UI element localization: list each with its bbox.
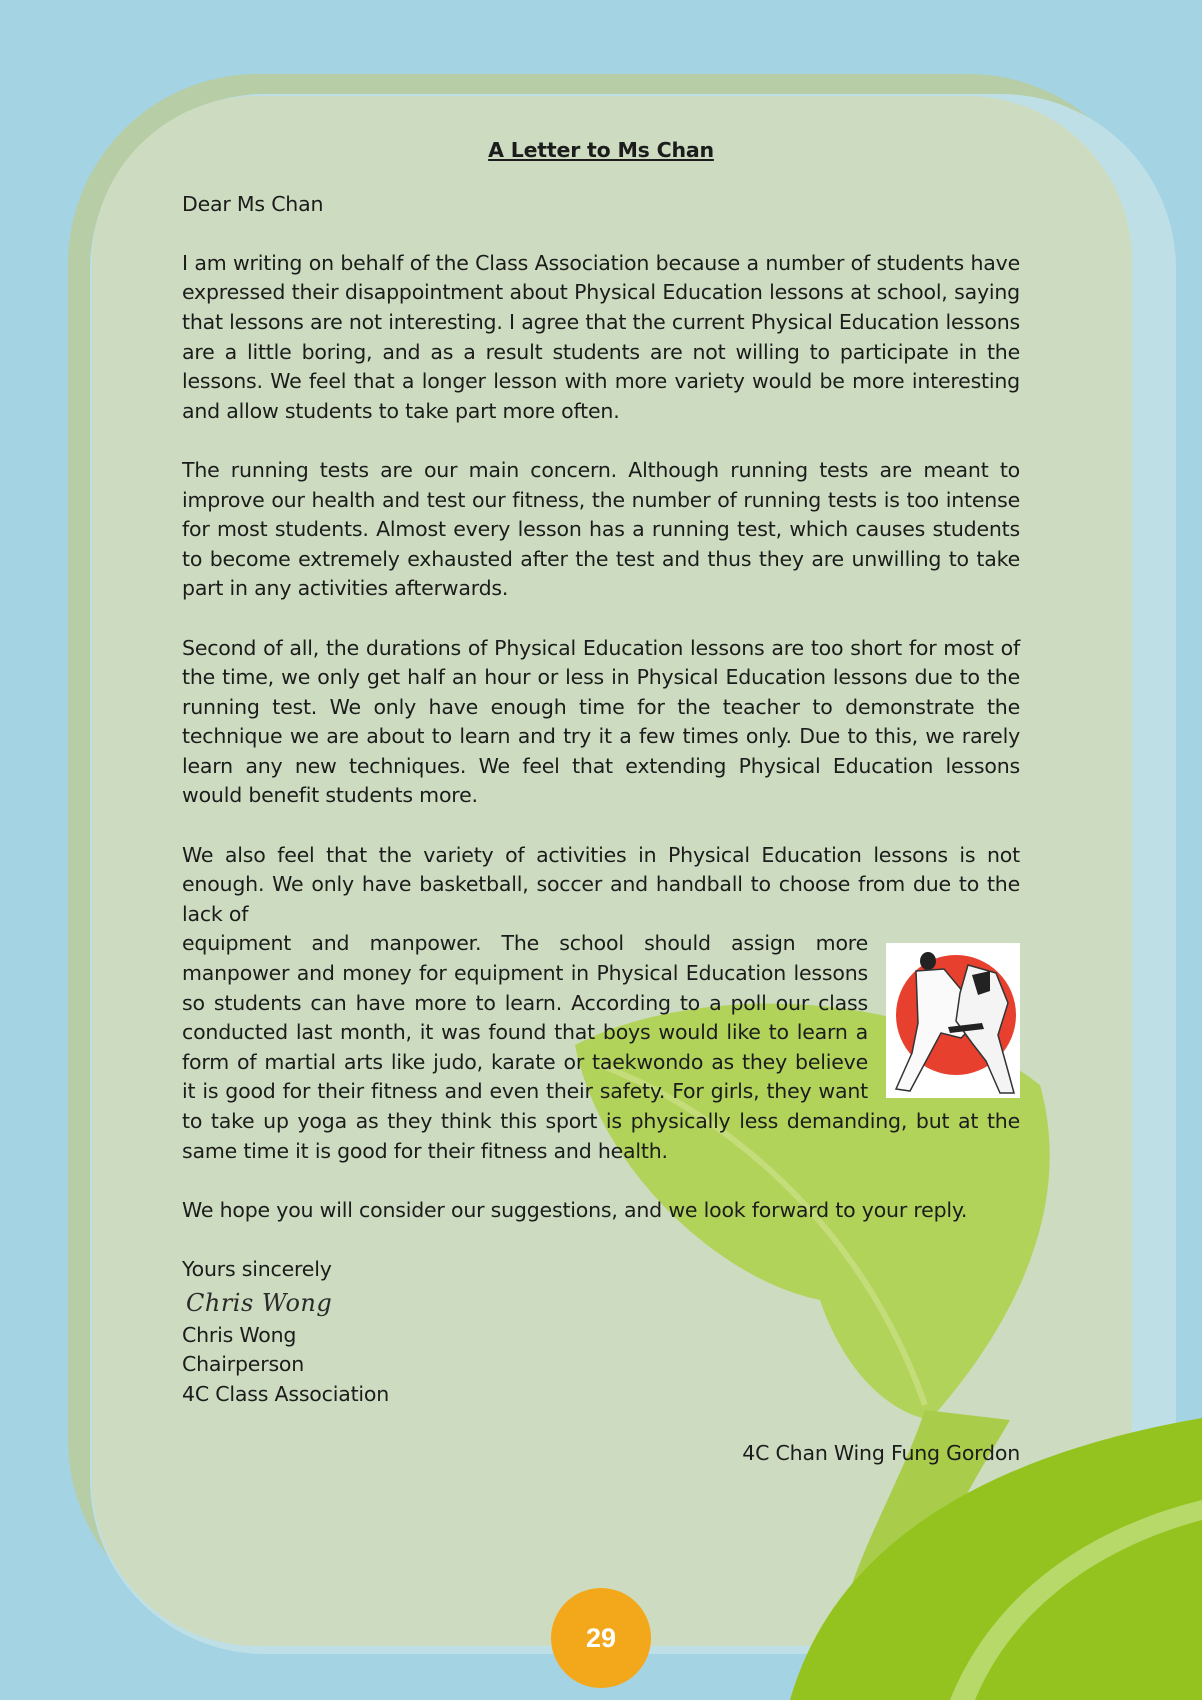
letter [182, 136, 1020, 1469]
paragraph-4-intro: We also feel that the variety of activities in Physical Education lessons is not enough. We only have basketball, soccer and handball to choose from due to the lack of [182, 842, 1020, 926]
closing: Yours sincerely [182, 1256, 332, 1281]
page-number-badge: 29 [551, 1588, 651, 1688]
figure-head [920, 952, 936, 970]
author-credit: 4C Chan Wing Fung Gordon [742, 1441, 1020, 1466]
paragraph-5: We hope you will consider our suggestions, and we look forward to your reply. [182, 1197, 968, 1222]
handwritten-signature: Chris Wong [186, 1288, 333, 1317]
salutation: Dear Ms Chan [182, 191, 324, 216]
signer-role: Chairperson [182, 1352, 305, 1377]
paragraph-2: The running tests are our main concern. Although running tests are meant to improve our health and test our fitness, the number of running tests is too intense for most students. Almost every lesson has a running test, which causes students to become extremely exhausted after the test and thus they are unwilling to take part in any activities afterwards. [182, 457, 1020, 601]
paragraph-1: I am writing on behalf of the Class Association because a number of students have expressed their disappointment about Physical Education lessons at school, saying that lessons are not interesting. I agree that the current Physical Education lessons are a little boring, and as a result students are not willing to participate in the lessons. We feel that a longer lesson with more variety would be more interesting and allow students to take part more often. [182, 250, 1020, 423]
letter-title: A Letter to Ms Chan [488, 138, 714, 162]
paragraph-4: equipment and manpower. The school should assign more manpower and money for equipment in Physical Education lessons so students can have more to learn. According to a poll our class conducted last month, it was found that boys would like to learn a form of martial arts like judo, karate or taekwondo as they believe it is good for their fitness and even their safety. For girls, they want to take up yoga as they think this sport is physically less demanding, but at the same time it is good for their fitness and health. [182, 931, 1020, 1163]
signer-organization: 4C Class Association [182, 1381, 390, 1406]
judo-throw-illustration [886, 943, 1020, 1098]
signer-name: Chris Wong [182, 1322, 297, 1347]
paragraph-3: Second of all, the durations of Physical Education lessons are too short for most of the time, we only get half an hour or less in Physical Education lessons due to the running test. We only have enough time for the teacher to demonstrate the technique we are about to learn and try it a few times only. Due to this, we rarely learn any new techniques. We feel that extending Physical Education lessons would benefit students more. [182, 635, 1020, 808]
